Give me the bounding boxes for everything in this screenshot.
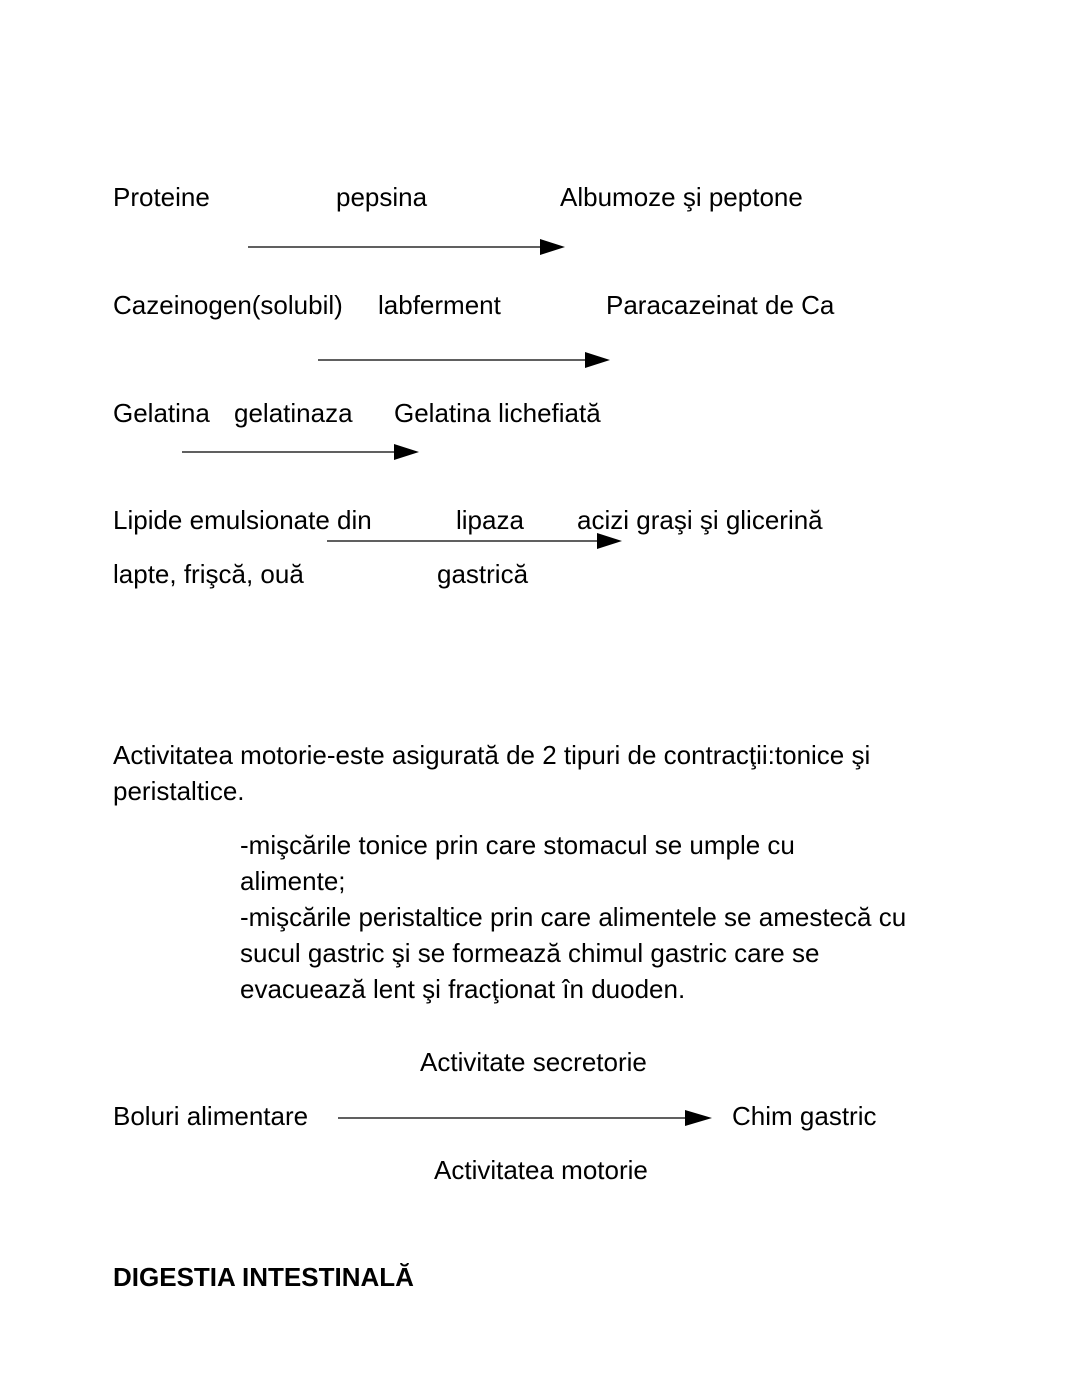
reaction-enzyme: lipaza — [456, 505, 524, 535]
reaction-substrate: Proteine — [113, 182, 210, 212]
bullet-line: -mişcările tonice prin care stomacul se umple cu — [240, 830, 795, 860]
paragraph-line: Activitatea motorie-este asigurată de 2 tipuri de contracţii:tonice şi — [113, 740, 871, 770]
summary-bottom-label: Activitatea motorie — [434, 1155, 648, 1185]
reaction-enzyme: gelatinaza — [234, 398, 353, 428]
bullet-line: sucul gastric şi se formează chimul gastric care se — [240, 938, 820, 968]
arrow-icon — [318, 350, 611, 370]
reaction-enzyme: labferment — [378, 290, 501, 320]
arrow-icon — [327, 531, 623, 551]
summary-target: Chim gastric — [732, 1101, 877, 1131]
bullet-line: alimente; — [240, 866, 346, 896]
reaction-substrate: Lipide emulsionate din — [113, 505, 372, 535]
bullet-line: -mişcările peristaltice prin care alimentele se amestecă cu — [240, 902, 907, 932]
reaction-product: Gelatina lichefiată — [394, 398, 601, 428]
reaction-substrate-line2: lapte, frişcă, ouă — [113, 559, 304, 589]
reaction-substrate: Cazeinogen(solubil) — [113, 290, 343, 320]
bullet-line: evacuează lent şi fracţionat în duoden. — [240, 974, 686, 1004]
reaction-product: Albumoze şi peptone — [560, 182, 803, 212]
reaction-substrate: Gelatina — [113, 398, 210, 428]
paragraph-line: peristaltice. — [113, 776, 245, 806]
reaction-enzyme: pepsina — [336, 182, 428, 212]
summary-source: Boluri alimentare — [113, 1101, 309, 1131]
arrow-icon — [182, 443, 421, 463]
arrow-icon — [338, 1108, 714, 1128]
reaction-product: acizi graşi şi glicerină — [577, 505, 823, 535]
arrow-icon — [248, 237, 566, 257]
reaction-product: Paracazeinat de Ca — [606, 290, 835, 320]
reaction-enzyme-line2: gastrică — [437, 559, 529, 589]
section-heading: DIGESTIA INTESTINALĂ — [113, 1262, 414, 1292]
summary-top-label: Activitate secretorie — [420, 1047, 647, 1077]
